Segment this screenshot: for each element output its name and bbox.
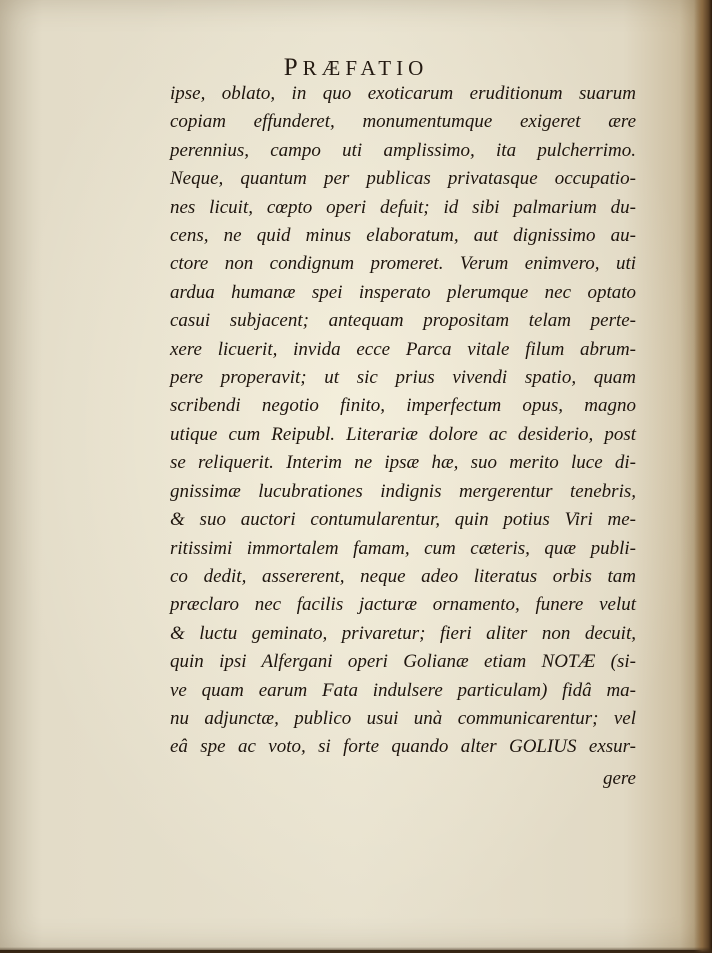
text-line: ctore non condignum promeret. Verum enimvero, uti <box>170 253 636 275</box>
text-line: casui subjacent; antequam propositam telam perte- <box>170 310 636 332</box>
text-line: pere properavit; ut sic prius vivendi spatio, quam <box>170 367 636 389</box>
running-head <box>0 54 712 82</box>
text-line: quin ipsi Alfergani operi Golianæ etiam NOTÆ (si- <box>170 651 636 673</box>
catchword: gere <box>602 768 636 789</box>
running-head-rest: RÆFATIO <box>302 56 429 80</box>
text-line: scribendi negotio finito, imperfectum opus, magno <box>170 395 636 417</box>
text-line: perennius, campo uti amplissimo, ita pulcherrimo. <box>170 139 636 161</box>
text-line: & luctu geminato, privaretur; fieri aliter non decuit, <box>170 622 636 644</box>
running-head-initial: P <box>283 54 303 81</box>
text-line: & suo auctori contumularentur, quin potius Viri me- <box>170 509 636 531</box>
text-line: nu adjunctæ, publico usui unà communicarentur; vel <box>170 707 636 729</box>
text-line: ardua humanæ spei insperato plerumque nec optato <box>170 281 636 303</box>
text-line: eâ spe ac voto, si forte quando alter GOLIUS exsur- <box>170 736 636 758</box>
text-line: nes licuit, cœpto operi defuit; id sibi palmarium du- <box>170 196 636 218</box>
text-line: cens, ne quid minus elaboratum, aut dignissimo au- <box>170 225 636 247</box>
page-bottom-shadow <box>0 947 712 953</box>
text-line: co dedit, assererent, neque adeo literatus orbis tam <box>170 565 636 587</box>
text-line: præclaro nec facilis jacturæ ornamento, funere velut <box>170 594 636 616</box>
text-line: xere licuerit, invida ecce Parca vitale filum abrum- <box>170 338 636 360</box>
text-line: utique cum Reipubl. Literariæ dolore ac desiderio, post <box>170 423 636 445</box>
body-text <box>170 80 636 762</box>
text-line: gnissimæ lucubrationes indignis mergerentur tenebris, <box>170 480 636 502</box>
text-line: Neque, quantum per publicas privatasque occupatio- <box>170 168 636 190</box>
text-line: ve quam earum Fata indulsere particulam) fidâ ma- <box>170 679 636 701</box>
text-line: ipse, oblato, in quo exoticarum eruditionum suarum <box>170 83 636 104</box>
text-line: ritissimi immortalem famam, cum cæteris, quæ publi- <box>170 537 636 559</box>
text-line: copiam effunderet, monumentumque exigeret ære <box>170 111 636 133</box>
page-edge-shadow <box>694 0 712 953</box>
text-line: se reliquerit. Interim ne ipsæ hæ, suo merito luce di- <box>170 452 636 474</box>
